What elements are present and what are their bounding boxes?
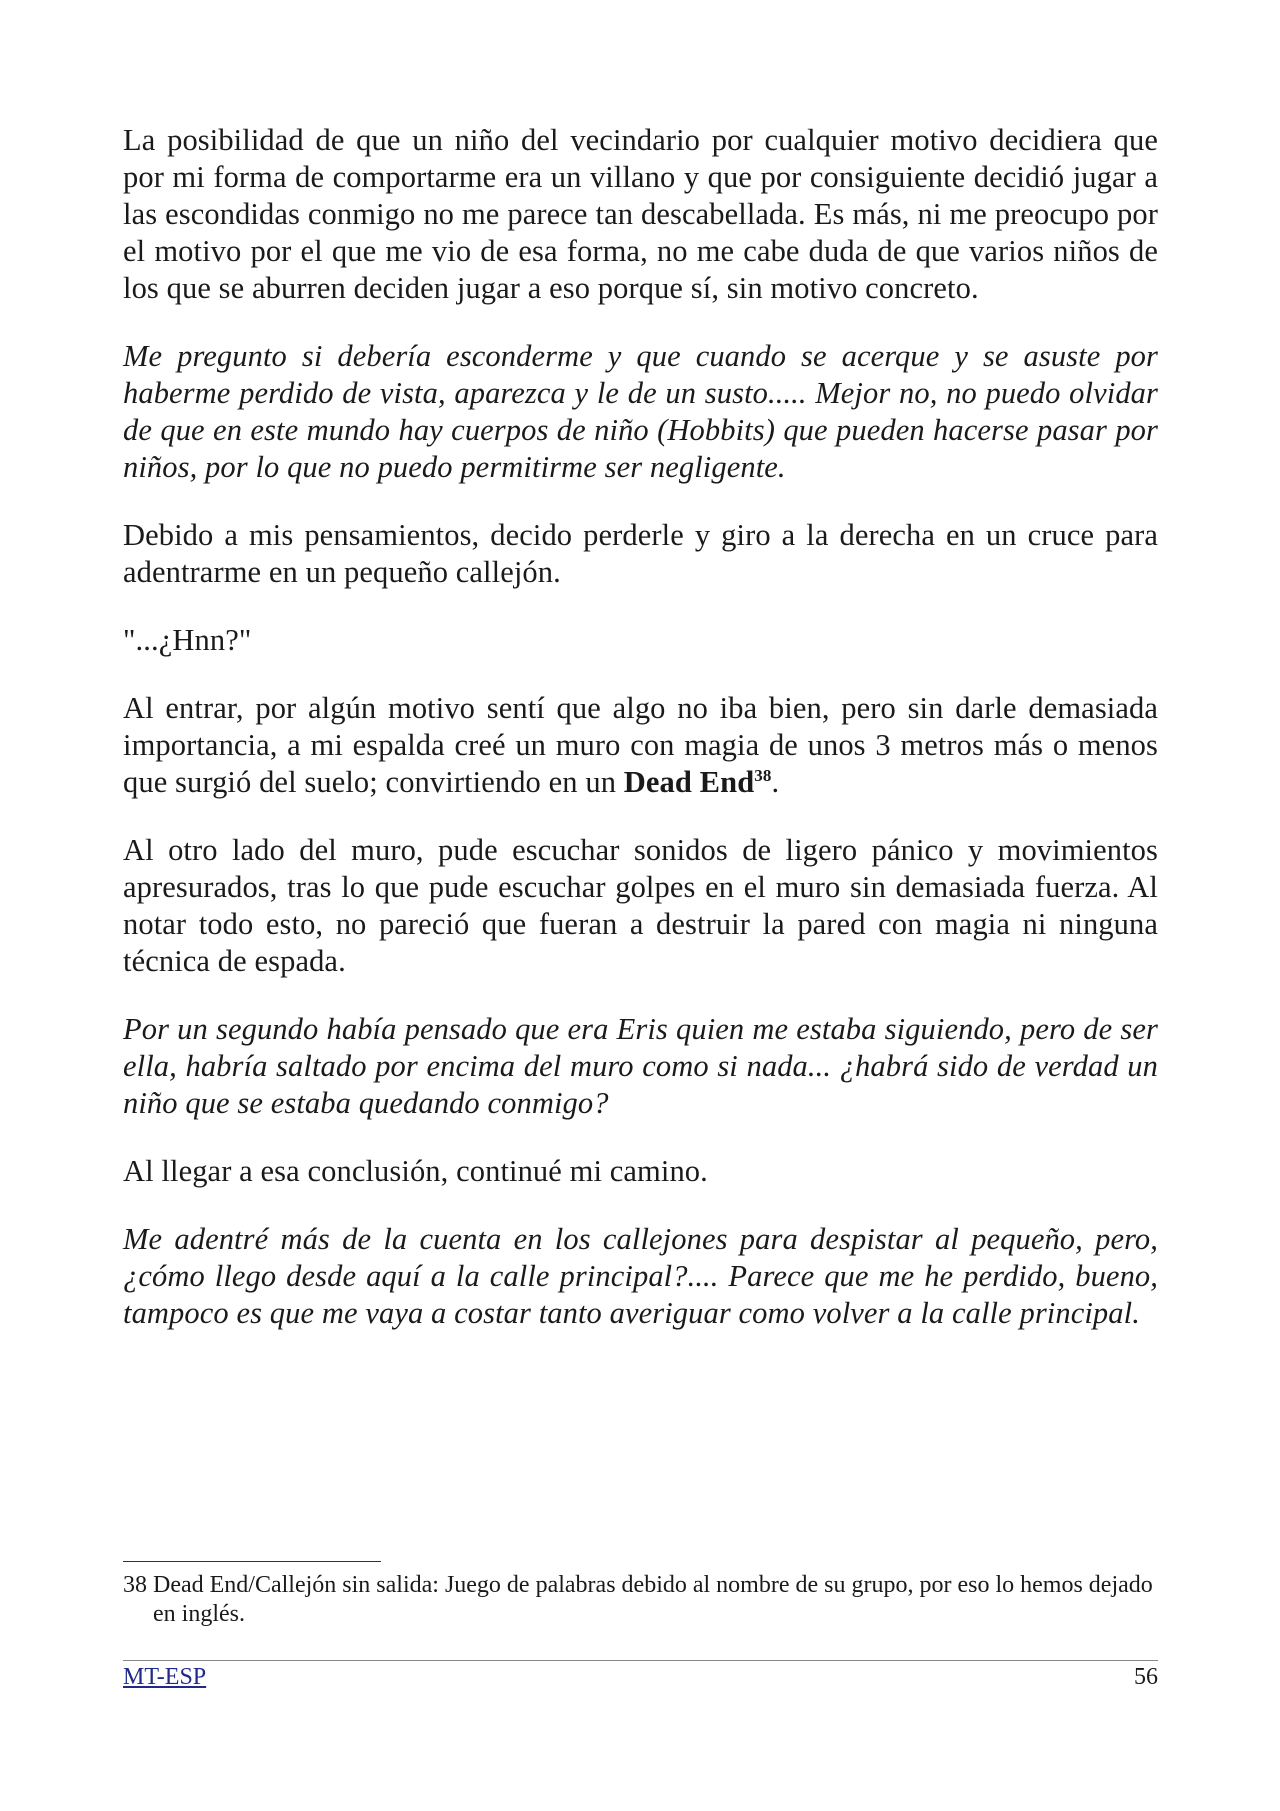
footnote (123, 1571, 1158, 1629)
page-body (123, 122, 1158, 1363)
paragraph-5-end: . (771, 765, 780, 799)
footer-source-link[interactable]: MT-ESP (123, 1664, 207, 1690)
paragraph-1: La posibilidad de que un niño del vecindario por cualquier motivo decidiera que por mi forma de comportarme era un villano y que por consiguiente decidió jugar a las escondidas conmigo no me parece tan descabellada. Es más, ni me preocupo por el motivo por el que me vio de esa forma, no me cabe duda de que varios niños de los que se aburren deciden jugar a eso porque sí, sin motivo concreto. (123, 123, 1158, 305)
paragraph-3: Debido a mis pensamientos, decido perderle y giro a la derecha en un cruce para adentrarme en un pequeño callejón. (123, 518, 1158, 589)
paragraph-5 (123, 690, 1158, 801)
paragraph-9-italic: Me adentré más de la cuenta en los callejones para despistar al pequeño, pero, ¿cómo llego desde aquí a la calle principal?.... Parece que me he perdido, bueno, tampoco es que me vaya a costar tanto averiguar como volver a la calle principal. (123, 1222, 1158, 1330)
paragraph-8: Al llegar a esa conclusión, continué mi camino. (123, 1154, 708, 1188)
paragraph-6: Al otro lado del muro, pude escuchar sonidos de ligero pánico y movimientos apresurados, tras lo que pude escuchar golpes en el muro sin demasiada fuerza. Al notar todo esto, no pareció que fueran a destruir la pared con magia ni ninguna técnica de espada. (123, 833, 1158, 978)
paragraph-2-italic: Me pregunto si debería esconderme y que cuando se acerque y se asuste por haberme perdido de vista, aparezca y le de un susto..... Mejor no, no puedo olvidar de que en este mundo hay cuerpos de niño (Hobbits) que pueden hacerse pasar por niños, por lo que no puedo permitirme ser negligente. (123, 339, 1158, 484)
dialogue-line: "...¿Hnn?" (123, 623, 252, 657)
footnote-number: 38 (123, 1572, 147, 1598)
footnote-text: Dead End/Callejón sin salida: Juego de palabras debido al nombre de su grupo, por eso lo hemos dejado en inglés. (153, 1572, 1153, 1627)
paragraph-5-text: Al entrar, por algún motivo sentí que algo no iba bien, pero sin darle demasiada importancia, a mi espalda creé un muro con magia de unos 3 metros más o menos que surgió del suelo; convirtiendo en un (123, 691, 1158, 799)
page-number: 56 (1134, 1664, 1158, 1690)
dead-end-term: Dead End (623, 765, 755, 799)
paragraph-7-italic: Por un segundo había pensado que era Eris quien me estaba siguiendo, pero de ser ella, habría saltado por encima del muro como si nada... ¿habrá sido de verdad un niño que se estaba quedando conmigo? (123, 1012, 1158, 1120)
footnote-separator (123, 1561, 381, 1562)
footnote-reference[interactable]: 38 (754, 765, 772, 785)
footer-separator (123, 1660, 1158, 1661)
